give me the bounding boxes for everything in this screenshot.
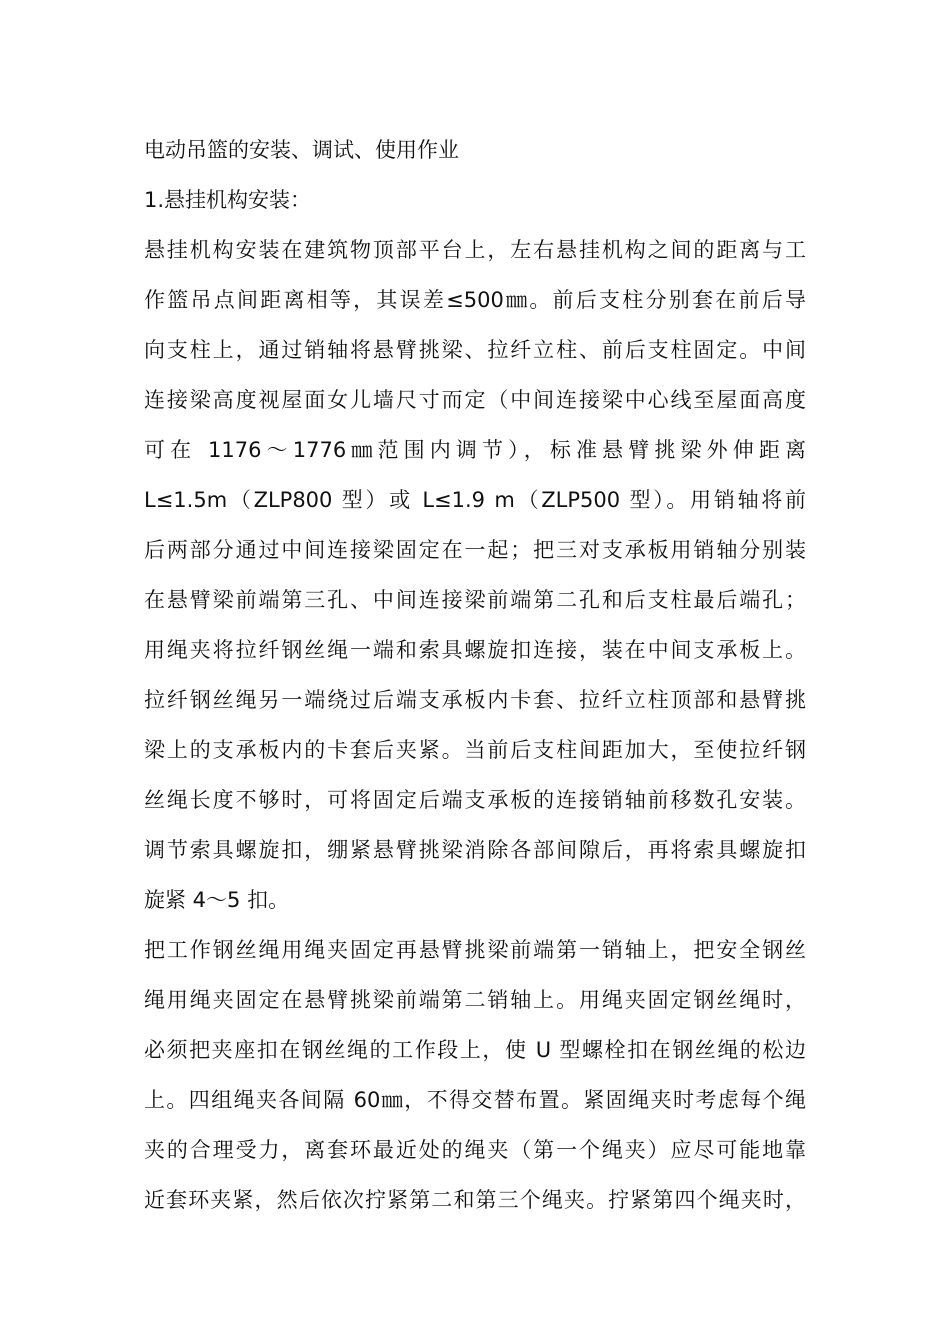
paragraph-line: L≤1.5m（ZLP800 型）或 L≤1.9 m（ZLP500 型）。用销轴将前 <box>144 488 806 512</box>
paragraph-line: 把工作钢丝绳用绳夹固定再悬臂挑梁前端第一销轴上，把安全钢丝 <box>144 938 806 962</box>
paragraph-line: 近套环夹紧，然后依次拧紧第二和第三个绳夹。拧紧第四个绳夹时， <box>144 1188 806 1212</box>
paragraph-line: 调节索具螺旋扣，绷紧悬臂挑梁消除各部间隙后，再将索具螺旋扣 <box>144 838 806 862</box>
paragraph-line: 必须把夹座扣在钢丝绳的工作段上，使 U 型螺栓扣在钢丝绳的松边 <box>144 1038 806 1062</box>
paragraph-line: 可在 1176～1776㎜范围内调节），标准悬臂挑梁外伸距离 <box>144 438 806 462</box>
paragraph-line: 上。四组绳夹各间隔 60㎜，不得交替布置。紧固绳夹时考虑每个绳 <box>144 1088 806 1112</box>
paragraph-line: 连接梁高度视屋面女儿墙尺寸而定（中间连接梁中心线至屋面高度 <box>144 388 806 412</box>
paragraph-line: 用绳夹将拉纤钢丝绳一端和索具螺旋扣连接，装在中间支承板上。 <box>144 638 806 662</box>
section-heading: 1.悬挂机构安装： <box>144 188 312 212</box>
paragraph-line: 梁上的支承板内的卡套后夹紧。当前后支柱间距加大，至使拉纤钢 <box>144 738 806 762</box>
paragraph-line: 向支柱上，通过销轴将悬臂挑梁、拉纤立柱、前后支柱固定。中间 <box>144 338 806 362</box>
document-title: 电动吊篮的安装、调试、使用作业 <box>144 138 459 162</box>
paragraph-line: 旋紧 4～5 扣。 <box>144 888 290 912</box>
paragraph-line: 丝绳长度不够时，可将固定后端支承板的连接销轴前移数孔安装。 <box>144 788 806 812</box>
paragraph-line: 夹的合理受力，离套环最近处的绳夹（第一个绳夹）应尽可能地靠 <box>144 1138 806 1162</box>
paragraph-line: 在悬臂梁前端第三孔、中间连接梁前端第二孔和后支柱最后端孔； <box>144 588 806 612</box>
paragraph-line: 作篮吊点间距离相等，其误差≤500㎜。前后支柱分别套在前后导 <box>144 288 806 312</box>
paragraph-line: 绳用绳夹固定在悬臂挑梁前端第二销轴上。用绳夹固定钢丝绳时， <box>144 988 806 1012</box>
paragraph-line: 后两部分通过中间连接梁固定在一起；把三对支承板用销轴分别装 <box>144 538 806 562</box>
paragraph-line: 拉纤钢丝绳另一端绕过后端支承板内卡套、拉纤立柱顶部和悬臂挑 <box>144 688 806 712</box>
paragraph-line: 悬挂机构安装在建筑物顶部平台上，左右悬挂机构之间的距离与工 <box>144 238 806 262</box>
